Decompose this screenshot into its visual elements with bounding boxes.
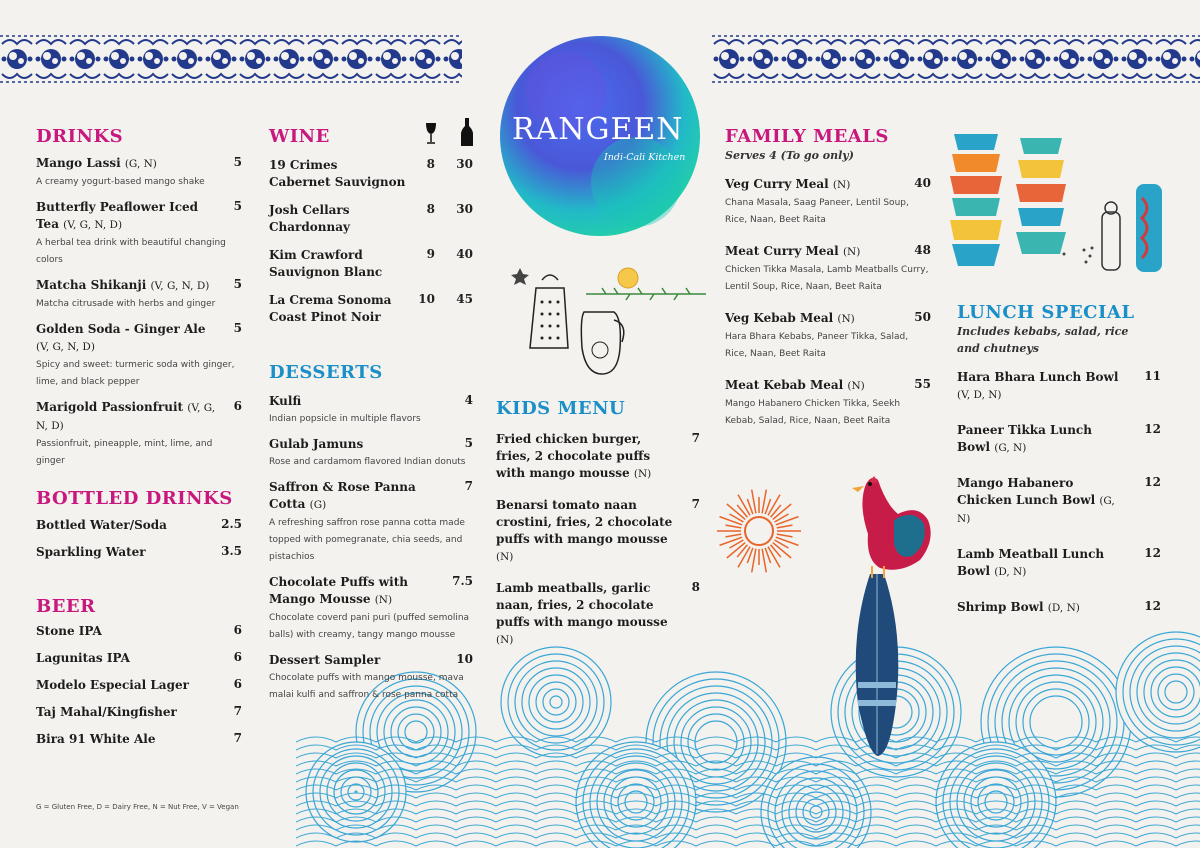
item-name-text: Dessert Sampler xyxy=(269,653,381,667)
menu-item xyxy=(725,310,931,363)
item-name xyxy=(496,497,700,566)
dietary-tags: (D, N) xyxy=(994,566,1027,578)
beer-heading: BEER xyxy=(36,596,96,617)
wine-name: Kim Crawford xyxy=(269,248,363,262)
item-name xyxy=(957,546,1161,581)
item-name-text: Lagunitas IPA xyxy=(36,651,130,665)
item-price: 12 xyxy=(1144,422,1161,436)
menu-item xyxy=(269,479,473,566)
item-name xyxy=(496,431,700,483)
menu-item xyxy=(36,155,242,191)
item-price: 6 xyxy=(233,623,242,637)
item-description: A refreshing saffron rose panna cotta made topped with pomegranate, chia seeds, and pistachios xyxy=(269,518,465,562)
item-price: 7 xyxy=(233,704,242,718)
wine-name: Josh Cellars xyxy=(269,203,350,217)
brand-tagline: Indi-Cali Kitchen xyxy=(604,152,686,163)
item-name xyxy=(36,199,242,234)
item-price: 12 xyxy=(1144,599,1161,613)
item-name xyxy=(36,155,242,173)
menu-item xyxy=(36,623,242,640)
item-price: 5 xyxy=(233,199,242,213)
glass-price: 8 xyxy=(426,202,435,216)
item-name-text: Fried chicken burger, fries, 2 chocolate puffs with mango mousse xyxy=(496,432,651,480)
item-name-text: Veg Kebab Meal xyxy=(725,311,834,325)
drinks-section xyxy=(36,126,242,478)
menu-item xyxy=(496,431,700,483)
menu-item xyxy=(36,544,242,561)
glass-price: 9 xyxy=(426,247,435,261)
item-name xyxy=(269,436,473,453)
menu-item xyxy=(725,377,931,430)
dietary-tags: (N) xyxy=(374,594,393,606)
menu-item xyxy=(957,475,1161,528)
item-name-text: Lamb meatballs, garlic naan, fries, 2 chocolate puffs with mango mousse xyxy=(496,581,668,629)
brand-name: RANGEEN xyxy=(512,112,684,147)
dietary-tags: (N) xyxy=(842,246,861,258)
dietary-tags: (V, G, N, D) xyxy=(150,280,210,292)
item-name xyxy=(725,176,931,194)
item-name-text: Stone IPA xyxy=(36,624,102,638)
item-price: 11 xyxy=(1144,369,1161,383)
item-name xyxy=(36,704,242,721)
item-name-text: Mango Habanero Chicken Lunch Bowl xyxy=(957,476,1096,507)
dietary-legend: G = Gluten Free, D = Dairy Free, N = Nut Free, V = Vegan xyxy=(36,803,239,811)
menu-item xyxy=(36,517,242,534)
dietary-tags: (N) xyxy=(496,551,514,563)
wine-glass-icon xyxy=(425,122,437,144)
dietary-tags: (N) xyxy=(837,313,855,325)
item-price: 7 xyxy=(464,479,473,493)
item-price: 4 xyxy=(464,393,473,407)
item-name xyxy=(269,652,473,669)
desserts-section xyxy=(269,362,473,712)
bottle-price: 40 xyxy=(456,247,473,261)
glass-price: 8 xyxy=(426,157,435,171)
item-name-text: Bottled Water/Soda xyxy=(36,518,167,532)
item-description: Mango Habanero Chicken Tikka, Seekh Kebab, Salad, Rice, Naan, Beet Raita xyxy=(725,399,901,426)
menu-item xyxy=(36,199,242,269)
wine-item xyxy=(269,247,473,281)
item-name xyxy=(725,377,931,395)
dietary-tags: (V, G, N, D) xyxy=(36,341,95,353)
item-name-text: Sparkling Water xyxy=(36,545,146,559)
item-description: Indian popsicle in multiple flavors xyxy=(269,414,421,424)
menu-item xyxy=(957,546,1161,581)
menu-item xyxy=(36,399,242,470)
item-name-text: Golden Soda - Ginger Ale xyxy=(36,322,206,336)
item-name xyxy=(957,599,1161,617)
dietary-tags: (G, N) xyxy=(124,158,157,170)
item-price: 3.5 xyxy=(221,544,242,558)
left-pattern-border xyxy=(0,34,462,84)
wine-item xyxy=(269,157,473,191)
menu-item xyxy=(957,599,1161,617)
glass-price: 10 xyxy=(418,292,435,306)
item-name xyxy=(269,574,473,609)
dietary-tags: (N) xyxy=(847,380,865,392)
kids-menu-section xyxy=(496,398,700,663)
lunch-special-subtitle: Includes kebabs, salad, rice and chutneys xyxy=(957,325,1129,355)
item-name-text: Modelo Especial Lager xyxy=(36,678,189,692)
menu-item xyxy=(269,574,473,644)
item-name xyxy=(36,544,242,561)
item-price: 6 xyxy=(233,650,242,664)
item-price: 7 xyxy=(233,731,242,745)
item-name xyxy=(957,475,1161,528)
lunch-special-heading: LUNCH SPECIAL xyxy=(957,302,1135,323)
dietary-tags: (N) xyxy=(633,468,652,480)
menu-item xyxy=(496,580,700,649)
item-name-text: Chocolate Puffs with Mango Mousse xyxy=(269,575,408,606)
item-name xyxy=(496,580,700,649)
item-name xyxy=(36,623,242,640)
item-name xyxy=(36,731,242,748)
bottle-price: 30 xyxy=(456,202,473,216)
item-price: 8 xyxy=(691,580,700,594)
item-name xyxy=(725,243,931,261)
item-price: 55 xyxy=(914,377,931,391)
item-description: Matcha citrusade with herbs and ginger xyxy=(36,299,216,309)
item-price: 5 xyxy=(233,321,242,335)
menu-item xyxy=(269,436,473,471)
item-price: 10 xyxy=(456,652,473,666)
item-name-text: Matcha Shikanji xyxy=(36,278,147,292)
item-price: 7 xyxy=(691,497,700,511)
item-price: 7 xyxy=(691,431,700,445)
item-price: 6 xyxy=(233,677,242,691)
menu-item xyxy=(957,422,1161,457)
bowls-illustration xyxy=(948,124,1078,274)
family-meals-subtitle: Serves 4 (To go only) xyxy=(725,149,854,162)
item-price: 5 xyxy=(464,436,473,450)
wine-item xyxy=(269,292,473,326)
item-description: Rose and cardamom flavored Indian donuts xyxy=(269,457,466,467)
beer-section xyxy=(36,596,242,758)
item-name-text: Butterfly Peaflower Iced Tea xyxy=(36,200,199,231)
menu-item xyxy=(957,369,1161,404)
menu-item xyxy=(36,704,242,721)
menu-item xyxy=(36,650,242,667)
item-price: 12 xyxy=(1144,546,1161,560)
kids-menu-heading: KIDS MENU xyxy=(496,398,626,419)
spice-grinders-illustration xyxy=(1080,178,1174,278)
item-name xyxy=(269,479,473,514)
item-price: 5 xyxy=(233,155,242,169)
item-name-text: Gulab Jamuns xyxy=(269,437,364,451)
rooster-surfboard-illustration xyxy=(828,464,938,764)
item-name xyxy=(269,393,473,410)
bottle-price: 45 xyxy=(456,292,473,306)
right-pattern-border xyxy=(712,34,1200,84)
wine-varietal: Cabernet Sauvignon xyxy=(269,175,406,189)
item-name xyxy=(36,677,242,694)
item-price: 40 xyxy=(914,176,931,190)
item-price: 7.5 xyxy=(452,574,473,588)
item-name-text: Mango Lassi xyxy=(36,156,121,170)
family-meals-section xyxy=(725,126,931,444)
item-name xyxy=(36,650,242,667)
item-name-text: Paneer Tikka Lunch Bowl xyxy=(957,423,1092,454)
menu-item xyxy=(269,393,473,428)
item-name-text: Lamb Meatball Lunch Bowl xyxy=(957,547,1105,578)
item-name-text: Meat Kebab Meal xyxy=(725,378,844,392)
item-name-text: Hara Bhara Lunch Bowl xyxy=(957,370,1119,384)
item-name xyxy=(36,277,242,295)
wine-varietal: Chardonnay xyxy=(269,220,350,234)
menu-item xyxy=(36,731,242,748)
item-name xyxy=(957,422,1161,457)
menu-item xyxy=(496,497,700,566)
dietary-tags: (V, D, N) xyxy=(957,389,1002,401)
bottled-drinks-heading: BOTTLED DRINKS xyxy=(36,488,233,509)
item-name xyxy=(36,321,242,356)
dietary-tags: (N) xyxy=(832,179,851,191)
item-price: 50 xyxy=(914,310,931,324)
item-price: 6 xyxy=(233,399,242,413)
menu-item xyxy=(36,277,242,313)
lunch-special-section xyxy=(957,302,1161,635)
item-name-text: Taj Mahal/Kingfisher xyxy=(36,705,177,719)
item-description: Chicken Tikka Masala, Lamb Meatballs Curry, Lentil Soup, Rice, Naan, Beet Raita xyxy=(725,265,929,292)
grater-jug-illustration xyxy=(506,258,710,378)
item-name-text: Saffron & Rose Panna Cotta xyxy=(269,480,416,511)
item-description: Spicy and sweet: turmeric soda with ginger, lime, and black pepper xyxy=(36,360,235,387)
item-description: Chana Masala, Saag Paneer, Lentil Soup, Rice, Naan, Beet Raita xyxy=(725,198,909,225)
wine-item xyxy=(269,202,473,236)
family-meals-heading: FAMILY MEALS xyxy=(725,126,889,147)
item-description: A creamy yogurt-based mango shake xyxy=(36,177,205,187)
item-price: 2.5 xyxy=(221,517,242,531)
wine-name: 19 Crimes xyxy=(269,158,338,172)
wine-varietal: Coast Pinot Noir xyxy=(269,310,381,324)
menu-item xyxy=(725,176,931,229)
item-description: Chocolate coverd pani puri (puffed semolina balls) with creamy, tangy mango mousse xyxy=(269,613,470,640)
item-price: 5 xyxy=(233,277,242,291)
menu-item xyxy=(269,652,473,704)
item-description: A herbal tea drink with beautiful changing colors xyxy=(36,238,226,265)
desserts-heading: DESSERTS xyxy=(269,362,383,383)
item-name xyxy=(36,399,242,435)
drinks-heading: DRINKS xyxy=(36,126,124,147)
dietary-tags: (N) xyxy=(496,634,514,646)
item-name-text: Marigold Passionfruit xyxy=(36,400,184,414)
dietary-tags: (G) xyxy=(309,499,327,511)
item-name-text: Benarsi tomato naan crostini, fries, 2 chocolate puffs with mango mousse xyxy=(496,498,673,546)
item-name xyxy=(725,310,931,328)
menu-item xyxy=(36,321,242,391)
dietary-tags: (V, G, N, D) xyxy=(63,219,123,231)
bottled-drinks-section xyxy=(36,488,242,571)
dietary-tags: (G, N) xyxy=(994,442,1027,454)
item-name xyxy=(957,369,1161,404)
item-name xyxy=(36,517,242,534)
menu-item xyxy=(36,677,242,694)
wine-bottle-icon xyxy=(461,118,473,146)
item-description: Chocolate puffs with mango mousse, mava malai kulfi and saffron & rose panna cotta xyxy=(269,673,464,700)
wine-name: La Crema Sonoma xyxy=(269,293,392,307)
item-name-text: Shrimp Bowl xyxy=(957,600,1044,614)
wine-section xyxy=(269,126,473,337)
dietary-tags: (D, N) xyxy=(1047,602,1080,614)
dietary-tags: (V, G, N, D) xyxy=(36,402,216,432)
item-name-text: Kulfi xyxy=(269,394,302,408)
item-price: 12 xyxy=(1144,475,1161,489)
item-description: Hara Bhara Kebabs, Paneer Tikka, Salad, Rice, Naan, Beet Raita xyxy=(725,332,909,359)
menu-item xyxy=(725,243,931,296)
item-description: Passionfruit, pineapple, mint, lime, and ginger xyxy=(36,439,213,466)
item-name-text: Veg Curry Meal xyxy=(725,177,829,191)
item-price: 48 xyxy=(914,243,931,257)
dietary-tags: (G, N) xyxy=(957,495,1115,525)
wine-varietal: Sauvignon Blanc xyxy=(269,265,383,279)
bottle-price: 30 xyxy=(456,157,473,171)
sun-illustration xyxy=(714,486,804,576)
item-name-text: Bira 91 White Ale xyxy=(36,732,156,746)
item-name-text: Meat Curry Meal xyxy=(725,244,839,258)
wine-heading: WINE xyxy=(269,126,330,147)
